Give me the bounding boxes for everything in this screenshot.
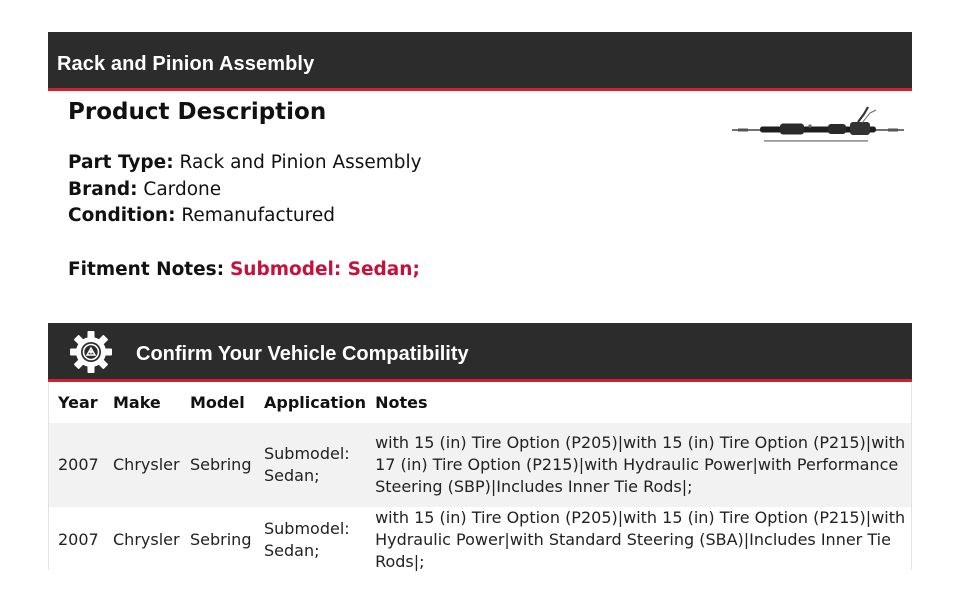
spec-value: Remanufactured xyxy=(181,205,335,226)
spec-condition xyxy=(68,203,688,230)
header-title: Rack and Pinion Assembly xyxy=(57,53,315,75)
spec-part-type xyxy=(68,150,688,177)
cell-year: 2007 xyxy=(49,507,104,573)
fitment-notes xyxy=(68,257,688,283)
cell-notes: with 15 (in) Tire Option (P205)|with 15 (in) Tire Option (P215)|with 17 (in) Tire Option (P215)|with Hydraulic Power|with Performance Steering (SBP)|Includes Inner Tie Rods|; xyxy=(366,423,911,507)
table-row xyxy=(49,423,911,507)
cell-notes: with 15 (in) Tire Option (P205)|with 15 (in) Tire Option (P215)|with Hydraulic Power|with Standard Steering (SBA)|Includes Inner Tie Rods|; xyxy=(366,507,911,573)
rack-and-pinion-drawing xyxy=(730,104,906,148)
spec-brand xyxy=(68,177,688,204)
col-model: Model xyxy=(190,393,245,412)
compatibility-table xyxy=(48,382,912,570)
spec-label: Condition: xyxy=(68,205,176,226)
header-bar xyxy=(48,32,912,91)
spec-list xyxy=(68,150,688,230)
col-make: Make xyxy=(113,393,161,412)
cell-make: Chrysler xyxy=(104,507,181,573)
spec-label: Part Type: xyxy=(68,152,174,173)
col-application: Application xyxy=(264,393,367,412)
spec-value: Rack and Pinion Assembly xyxy=(179,152,422,173)
gear-icon xyxy=(68,329,114,375)
cell-application: Submodel: Sedan; xyxy=(255,423,366,507)
fitment-value: Submodel: Sedan; xyxy=(229,258,420,280)
product-description xyxy=(68,96,688,283)
cell-model: Sebring xyxy=(181,507,255,573)
compatibility-bar xyxy=(48,323,912,382)
spec-value: Cardone xyxy=(143,178,222,200)
cell-make: Chrysler xyxy=(104,423,181,507)
cell-application: Submodel: Sedan; xyxy=(255,507,366,573)
spec-label: Brand: xyxy=(68,178,138,200)
compatibility-title: Confirm Your Vehicle Compatibility xyxy=(136,343,469,365)
table-row xyxy=(49,507,911,573)
rack-and-pinion-image xyxy=(730,104,906,148)
cell-year: 2007 xyxy=(49,423,104,507)
description-title: Product Description xyxy=(68,99,327,125)
fitment-label: Fitment Notes: xyxy=(68,258,225,280)
col-notes: Notes xyxy=(375,393,428,412)
cell-model: Sebring xyxy=(181,423,255,507)
table-header-row xyxy=(49,382,911,423)
col-year: Year xyxy=(58,393,98,412)
